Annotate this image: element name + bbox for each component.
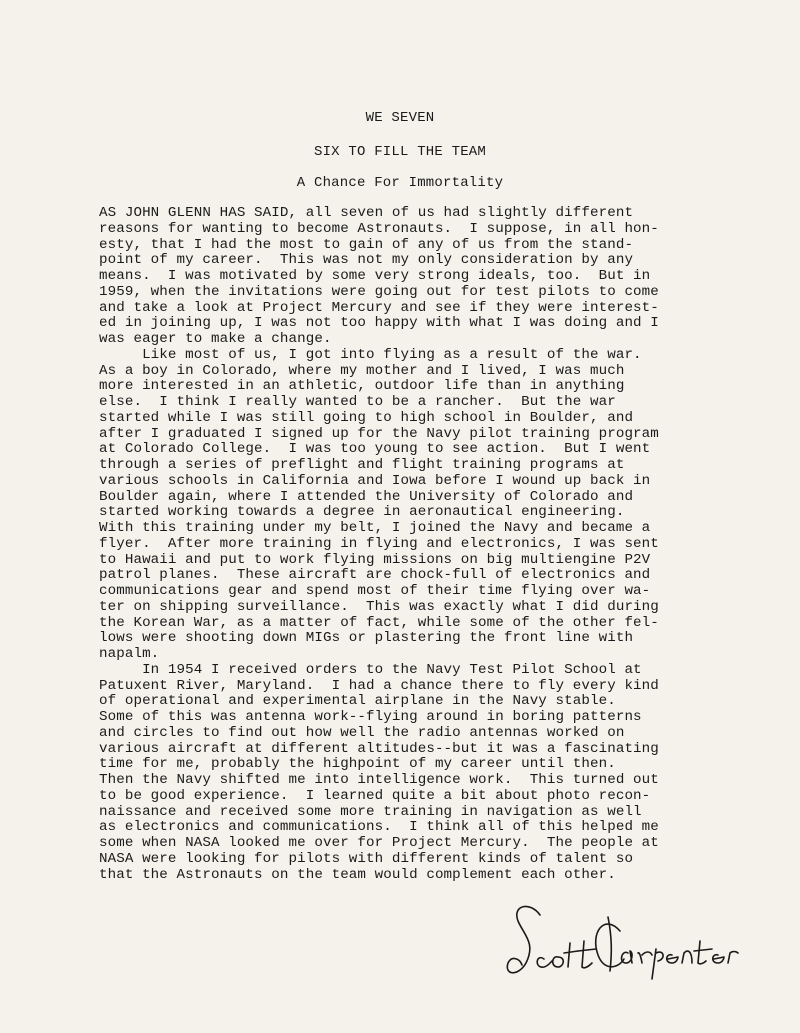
body-line: to be good experience. I learned quite a bit about photo recon-: [99, 787, 651, 804]
body-line: started while I was still going to high school in Boulder, and: [99, 409, 634, 426]
body-line: was eager to make a change.: [99, 331, 332, 347]
heading-we-seven: WE SEVEN: [365, 110, 435, 126]
body-line: flyer. After more training in flying and electronics, I was sent: [99, 535, 659, 552]
body-line: Some of this was antenna work--flying around in boring patterns: [99, 709, 642, 725]
body-line: In 1954 I received orders to the Navy Test Pilot School at: [99, 661, 642, 678]
body-line: started working towards a degree in aeronautical engineering.: [99, 504, 625, 521]
body-line: lows were shooting down MIGs or plastering the front line with: [99, 630, 634, 647]
body-line: communications gear and spend most of their time flying over wa-: [99, 583, 651, 599]
body-line: some when NASA looked me over for Project Mercury. The people at: [99, 835, 659, 851]
body-line: Patuxent River, Maryland. I had a chance there to fly every kind: [99, 677, 659, 694]
body-line: time for me, probably the highpoint of my career until then.: [99, 756, 616, 773]
body-line: to Hawaii and put to work flying missions on big multiengine P2V: [99, 551, 651, 568]
body-line: With this training under my belt, I joined the Navy and became a: [99, 520, 651, 536]
body-line: NASA were looking for pilots with different kinds of talent so: [99, 850, 634, 867]
body-line: esty, that I had the most to gain of any of us from the stand-: [99, 236, 634, 253]
body-line: more interested in an athletic, outdoor life than in anything: [99, 378, 625, 395]
body-line: As a boy in Colorado, where my mother and I lived, I was much: [99, 362, 625, 379]
body-line: ter on shipping surveillance. This was exactly what I did during: [99, 598, 659, 615]
body-line: Boulder again, where I attended the University of Colorado and: [99, 488, 634, 505]
body-line: various aircraft at different altitudes--but it was a fascinating: [99, 740, 659, 757]
subheading-chance-for-immortality: A Chance For Immortality: [296, 175, 504, 191]
body-line: napalm.: [99, 646, 160, 662]
heading-six-to-fill-the-team: SIX TO FILL THE TEAM: [313, 144, 487, 160]
body-line: various schools in California and Iowa before I wound up back in: [99, 472, 651, 489]
body-line: Like most of us, I got into flying as a result of the war.: [99, 346, 642, 363]
body-line: Then the Navy shifted me into intelligence work. This turned out: [99, 772, 659, 788]
body-line: 1959, when the invitations were going out for test pilots to come: [99, 283, 659, 300]
body-line: point of my career. This was not my only consideration by any: [99, 252, 634, 269]
body-line: that the Astronauts on the team would complement each other.: [99, 866, 616, 883]
body-line: at Colorado College. I was too young to see action. But I went: [99, 441, 651, 458]
body-line: naissance and received some more training in navigation as well: [99, 803, 642, 820]
body-line: ed in joining up, I was not too happy with what I was doing and I: [99, 315, 659, 332]
body-text: [99, 206, 739, 883]
signature-handwritten: [500, 893, 740, 993]
body-line: of operational and experimental airplane in the Navy stable.: [99, 693, 616, 710]
body-line: and take a look at Project Mercury and see if they were interest-: [99, 299, 659, 316]
body-line: and circles to find out how well the radio antennas worked on: [99, 724, 625, 741]
body-line: patrol planes. These aircraft are chock-full of electronics and: [99, 567, 651, 584]
body-line: else. I think I really wanted to be a rancher. But the war: [99, 394, 616, 410]
body-line: as electronics and communications. I think all of this helped me: [99, 819, 659, 836]
body-line: AS JOHN GLENN HAS SAID, all seven of us had slightly different: [99, 205, 634, 221]
body-line: reasons for wanting to become Astronauts. I suppose, in all hon-: [99, 220, 659, 237]
body-line: means. I was motivated by some very strong ideals, too. But in: [99, 268, 651, 284]
body-line: after I graduated I signed up for the Navy pilot training program: [99, 425, 659, 442]
body-line: through a series of preflight and flight training programs at: [99, 457, 625, 473]
body-line: the Korean War, as a matter of fact, while some of the other fel-: [99, 614, 659, 631]
